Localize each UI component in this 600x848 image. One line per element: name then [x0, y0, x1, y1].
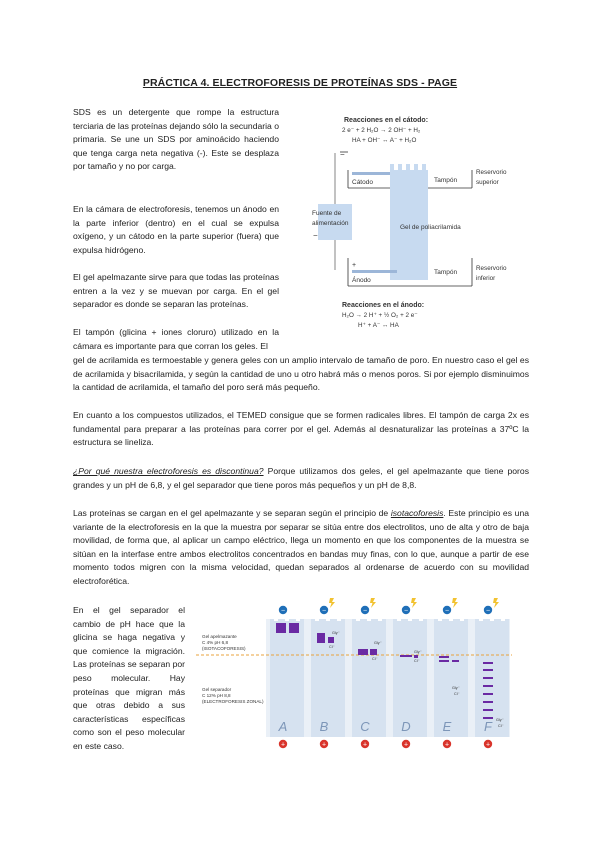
well [315, 615, 319, 621]
separating-gel-label-3: (ELECTROFORESIS ZONAL) [202, 699, 264, 704]
band [358, 649, 368, 655]
well [397, 615, 401, 621]
paragraph-compounds: En cuanto a los compuestos utilizados, el TEMED consigue que se formen radicales libres. El tampón de carga 2x es fundamental para preparar a las proteínas para correr por el gel. Además al desnaturalizar las proteínas a 37ºC la estructura se lineliza. [73, 410, 529, 448]
cl-label: Cl⁻ [498, 724, 504, 728]
well [479, 615, 483, 621]
power-supply-label-2: alimentación [312, 220, 349, 227]
band [439, 656, 449, 658]
cl-label: Cl⁻ [414, 659, 420, 663]
band [483, 677, 493, 679]
reservoir-top-label-2: superior [476, 179, 499, 186]
lightning-icon [329, 598, 335, 608]
minus-sign: − [403, 607, 409, 615]
minus-sign: − [280, 607, 286, 615]
anode-equation-2: H⁺ + A⁻ ↔ HA [358, 322, 399, 329]
text-part: . Este principio es una variante de la electroforesis en la que la muestra por separar se sitúa entre dos electrolitos, uno de alta y otro de baja movilidad, de forma que, al aplicar un campo eléctrico, llega un momento en que los componentes de la muestra se sitúan en la interfase entre ambos electrolitos concentrados en bandas muy finas, con lo que, aunque a partir de ese momento todos migren con la misma velocidad, quedan separados al ordenarse de acuerdo con su movilidad electroforética. [73, 508, 529, 586]
cl-label: Cl⁻ [454, 692, 460, 696]
power-supply-label-1: Fuente de [312, 210, 342, 217]
band [414, 655, 418, 658]
minus-sign: − [362, 607, 368, 615]
plus-sign: + [362, 741, 368, 749]
separating-gel-label-1: Gel separador [202, 687, 232, 692]
paragraph-sds: SDS es un detergente que rompe la estructura terciaria de las proteínas dejando sólo la secundaria o primaria. Se une un SDS por aminoácido haciendo que tenga carga neta negativa (-). Este se desplaza por tamaño y no por carga. [73, 107, 279, 172]
paragraph-isotachophoresis [73, 507, 529, 589]
gly-label: Gly⁻ [414, 650, 422, 654]
well [419, 615, 423, 621]
cl-label: Cl⁻ [372, 657, 378, 661]
lane-label-f: F [484, 719, 492, 734]
plus-sign: + [321, 741, 327, 749]
band [276, 623, 286, 633]
minus-sign: − [444, 607, 450, 615]
well [296, 615, 300, 621]
band [370, 649, 377, 655]
well [501, 615, 505, 621]
cathode-label: Cátodo [352, 179, 373, 186]
well [460, 615, 464, 621]
cl-label: Cl⁻ [329, 645, 335, 649]
well [367, 615, 371, 621]
plus-sign: + [280, 741, 286, 749]
band [483, 717, 493, 719]
stacking-gel-label-1: Gel apelmazante [202, 634, 237, 639]
lightning-icon [370, 598, 376, 608]
minus-sign: − [321, 607, 327, 615]
band [289, 623, 299, 633]
paragraph-discontinuous [73, 465, 529, 492]
electrophoresis-chamber-diagram [300, 108, 560, 340]
minus-sign: − [340, 150, 345, 159]
well [449, 615, 453, 621]
band [328, 637, 334, 643]
band [483, 701, 493, 703]
band [483, 709, 493, 711]
cathode-reactions-title: Reacciones en el cátodo: [344, 117, 429, 124]
well [285, 615, 289, 621]
paragraph-chamber: En la cámara de electroforesis, tenemos un ánodo en la parte inferior (dentro) en el cual se expulsa oxígeno, y un cátodo en la parte superior (fuera) que expulsa hidrógeno. [73, 204, 279, 255]
anode-reactions-title: Reacciones en el ánodo: [342, 302, 425, 309]
buffer-top-label: Tampón [434, 177, 458, 184]
polyacrylamide-gel [390, 164, 428, 280]
well [356, 615, 360, 621]
stacking-gel-label-2: C 4% pH 6,8 [202, 640, 229, 645]
plus-sign: + [403, 741, 409, 749]
plus-sign: + [444, 741, 450, 749]
question-text: ¿Por qué nuestra electroforesis es discontinua? [73, 466, 264, 476]
answer-text: Porque utilizamos dos geles, el gel apelmazante que tiene poros grandes y un pH de 6,8, y el gel separador que tiene poros más pequeños y un pH de 8,8. [73, 466, 529, 490]
lightning-icon [493, 598, 499, 608]
gly-label: Gly⁻ [374, 641, 382, 645]
lane-label-e: E [442, 719, 452, 734]
well [378, 615, 382, 621]
band [483, 685, 493, 687]
page-title: PRÁCTICA 4. ELECTROFORESIS DE PROTEÍNAS SDS - PAGE [142, 77, 458, 89]
cathode-equation-1: 2 e⁻ + 2 H₂O → 2 OH⁻ + H₂ [342, 127, 421, 134]
lightning-icon [452, 598, 458, 608]
band [483, 693, 493, 695]
anode-equation-1: H₂O → 2 H⁺ + ½ O₂ + 2 e⁻ [342, 312, 418, 319]
band [483, 669, 493, 671]
anode-electrode [352, 270, 397, 273]
gel-label: Gel de poliacrilamida [400, 224, 461, 231]
well [337, 615, 341, 621]
gly-label: Gly⁻ [496, 718, 504, 722]
cathode-equation-2: HA + OH⁻ ↔ A⁻ + H₂O [352, 137, 417, 144]
well [490, 615, 494, 621]
reservoir-top-label-1: Reservorio [476, 169, 507, 176]
plus-sign: + [485, 741, 491, 749]
lane-label-a: A [278, 719, 288, 734]
lane-label-b: B [319, 719, 329, 734]
migration-lanes-diagram [196, 597, 526, 752]
stacking-gel-label-3: (ISOTACOFORESIS) [202, 646, 246, 651]
paragraph-stacking-gel: El gel apelmazante sirve para que todas las proteínas entren a la vez y se muevan por carga. En el gel separador es donde se separan las proteínas. [73, 272, 279, 310]
buffer-bottom-label: Tampón [434, 269, 458, 276]
band [452, 660, 459, 662]
well [326, 615, 330, 621]
paragraph-buffer: El tampón (glicina + iones cloruro) utilizado en la cámara es importante para que corran los geles. El [73, 327, 279, 351]
band [317, 633, 325, 643]
text-part: Las proteínas se cargan en el gel apelmazante y se separan según el principio de [73, 508, 391, 518]
lane-label-c: C [360, 719, 370, 734]
minus-sign: − [313, 231, 318, 240]
paragraph-separating-gel: En el gel separador el cambio de pH hace que la glicina se haga negativa y que comience la migración. Las proteínas se separan por peso molecular. Hay proteínas que migran más que otras debido a sus características específicas como son el peso molecular en este caso. [73, 605, 185, 751]
band [439, 660, 449, 662]
gly-label: Gly⁻ [452, 686, 460, 690]
band [483, 662, 493, 664]
lightning-icon [411, 598, 417, 608]
well [274, 615, 278, 621]
minus-sign: − [485, 607, 491, 615]
separating-gel-label-2: C 12% pH 8,8 [202, 693, 231, 698]
term-isotachophoresis: isotacoforesis [390, 508, 444, 518]
well [438, 615, 442, 621]
plus-sign: + [352, 262, 357, 269]
lane-label-d: D [401, 719, 411, 734]
reservoir-bottom-label-1: Reservorio [476, 265, 507, 272]
anode-label: Ánodo [352, 277, 371, 284]
paragraph-acrylamide: gel de acrilamida es termoestable y genera geles con un amplio intervalo de tamaño de poro. En nuestro caso el gel es de acrilamida y bisacrilamida, y según la cantidad de uno u otro habrá más o menos poros. Si por ejemplo disminuimos la cantidad de acrilamida, el tamaño del poro será más pequeño. [73, 355, 529, 393]
well [408, 615, 412, 621]
reservoir-bottom-label-2: inferior [476, 275, 496, 282]
band [400, 655, 412, 657]
gly-label: Gly⁻ [332, 631, 340, 635]
